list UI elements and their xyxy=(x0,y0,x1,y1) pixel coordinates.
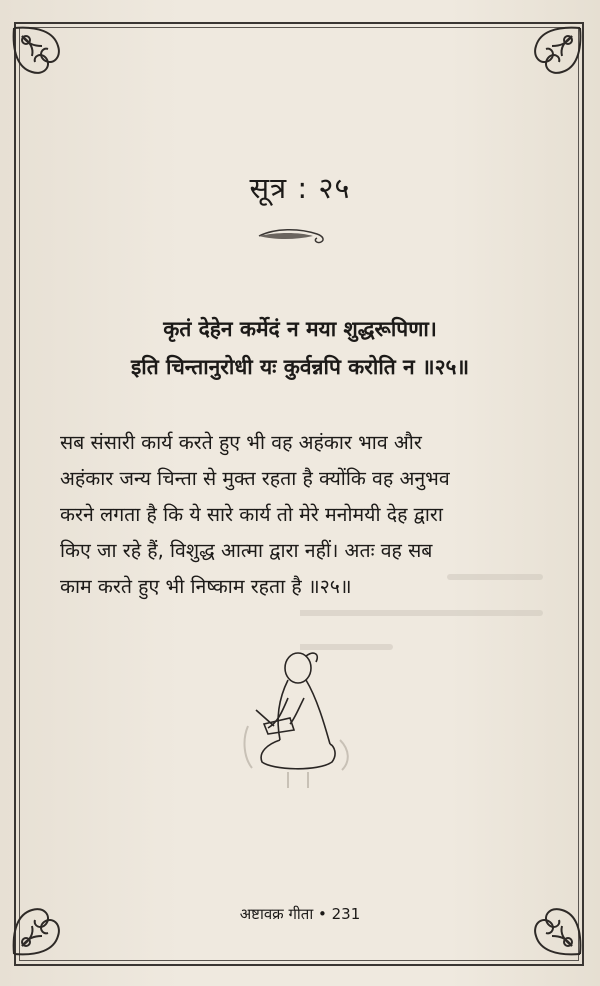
commentary-line: अहंकार जन्य चिन्ता से मुक्त रहता है क्योंकि वह अनुभव xyxy=(60,467,450,490)
commentary-line: सब संसारी कार्य करते हुए भी वह अहंकार भाव और xyxy=(60,431,422,454)
book-title: अष्टावक्र गीता xyxy=(239,905,314,923)
corner-ornament-icon xyxy=(516,890,586,960)
corner-ornament-icon xyxy=(8,890,78,960)
commentary-line: काम करते हुए भी निष्काम रहता है ॥२५॥ xyxy=(60,575,352,598)
footer-separator: • xyxy=(318,905,327,923)
verse-line: इति चिन्तानुरोधी यः कुर्वन्नपि करोति न ॥२५॥ xyxy=(130,355,470,379)
corner-ornament-icon xyxy=(516,22,586,92)
sanskrit-verse xyxy=(60,310,540,386)
seated-scribe-icon xyxy=(228,640,368,790)
page-number: 231 xyxy=(331,905,361,923)
corner-ornament-icon xyxy=(8,22,78,92)
commentary-line: किए जा रहे हैं, विशुद्ध आत्मा द्वारा नहीं। अतः वह सब xyxy=(60,539,433,562)
page-footer xyxy=(0,904,600,924)
verse-line: कृतं देहेन कर्मेदं न मया शुद्धरूपिणा। xyxy=(163,317,437,341)
commentary-line: करने लगता है कि ये सारे कार्य तो मेरे मनोमयी देह द्वारा xyxy=(60,503,443,526)
sutra-heading: सूत्र : २५ xyxy=(249,171,351,205)
feather-flourish-icon xyxy=(255,224,330,246)
